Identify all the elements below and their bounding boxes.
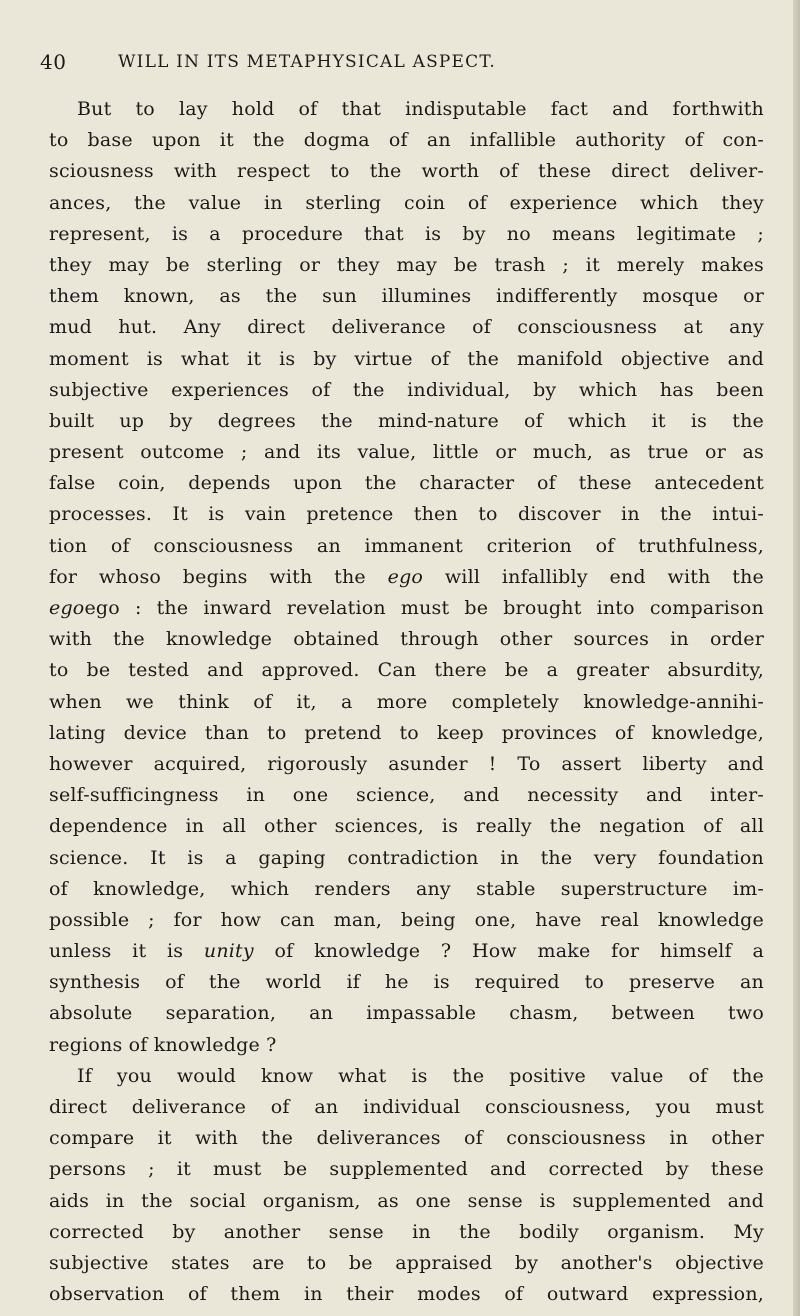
text-line: synthesis of the world if he is required to preserve an xyxy=(49,971,764,994)
text-line: mud hut. Any direct deliverance of consciousness at any xyxy=(49,316,764,339)
italic-term: ego xyxy=(387,565,424,588)
text-line xyxy=(49,936,764,967)
text-line: with the knowledge obtained through other sources in order xyxy=(49,628,764,651)
text-line: processes. It is vain pretence then to discover in the intui- xyxy=(49,503,764,526)
text-line: direct deliverance of an individual consciousness, you must xyxy=(49,1096,764,1118)
running-head: WILL IN ITS METAPHYSICAL ASPECT. xyxy=(118,52,497,72)
text-line: of knowledge, which renders any stable superstructure im- xyxy=(49,877,764,900)
text-fragment: ego : the inward revelation must be brought into comparison xyxy=(84,597,764,619)
text-fragment: will infallibly end with the xyxy=(423,565,764,588)
text-line: self-sufficingness in one science, and necessity and inter- xyxy=(49,784,764,807)
page-edge xyxy=(793,0,800,1316)
text-line: them known, as the sun illumines indifferently mosque or xyxy=(49,285,764,308)
text-line: If you would know what is the positive value of the xyxy=(77,1064,764,1087)
text-line: dependence in all other sciences, is really the negation of all xyxy=(49,815,764,838)
text-line: sciousness with respect to the worth of these direct deliver- xyxy=(49,160,764,183)
text-line: possible ; for how can man, being one, have real knowledge xyxy=(49,908,764,931)
text-line: tion of consciousness an immanent criterion of truthfulness, xyxy=(49,534,764,557)
text-fragment: for whoso begins with the xyxy=(49,565,388,588)
text-line: present outcome ; and its value, little or much, as true or as xyxy=(49,441,764,464)
text-line: persons ; it must be supplemented and corrected by these xyxy=(49,1158,764,1181)
text-line: represent, is a procedure that is by no means legitimate ; xyxy=(49,222,764,245)
text-line: But to lay hold of that indisputable fact and forthwith xyxy=(77,98,764,120)
text-line: however acquired, rigorously asunder ! To assert liberty and xyxy=(49,752,764,775)
text-line xyxy=(49,562,764,593)
text-line: built up by degrees the mind-nature of which it is the xyxy=(49,409,764,432)
text-line: to base upon it the dogma of an infallible authority of con- xyxy=(49,129,764,152)
text-line: corrected by another sense in the bodily organism. My xyxy=(49,1220,764,1243)
body-text xyxy=(49,94,764,1310)
text-line: absolute separation, an impassable chasm, between two xyxy=(49,1002,764,1025)
text-line: they may be sterling or they may be trash ; it merely makes xyxy=(49,253,764,276)
page-number: 40 xyxy=(40,50,67,74)
text-fragment: unless it is xyxy=(49,940,204,963)
text-line: when we think of it, a more completely knowledge-annihi- xyxy=(49,690,764,713)
text-line: aids in the social organism, as one sense is supplemented and xyxy=(49,1189,764,1212)
text-line: subjective states are to be appraised by another's objective xyxy=(49,1251,764,1274)
text-line: to be tested and approved. Can there be a greater absurdity, xyxy=(49,659,764,682)
text-line: subjective experiences of the individual, by which has been xyxy=(49,378,764,401)
text-line: observation of them in their modes of outward expression, xyxy=(49,1283,764,1306)
text-line xyxy=(49,593,764,624)
text-line: regions of knowledge ? xyxy=(49,1033,277,1056)
text-line: moment is what it is by virtue of the manifold objective and xyxy=(49,347,764,370)
text-line: false coin, depends upon the character of these antecedent xyxy=(49,472,764,495)
italic-term: unity xyxy=(203,940,254,963)
text-line: compare it with the deliverances of consciousness in other xyxy=(49,1127,764,1150)
page-header xyxy=(0,50,793,78)
text-fragment: of knowledge ? How make for himself a xyxy=(253,940,765,963)
text-line: lating device than to pretend to keep provinces of knowledge, xyxy=(49,721,764,744)
text-line: science. It is a gaping contradiction in the very foundation xyxy=(49,846,764,869)
text-line: ances, the value in sterling coin of experience which they xyxy=(49,191,764,214)
italic-term: ego xyxy=(49,597,85,619)
